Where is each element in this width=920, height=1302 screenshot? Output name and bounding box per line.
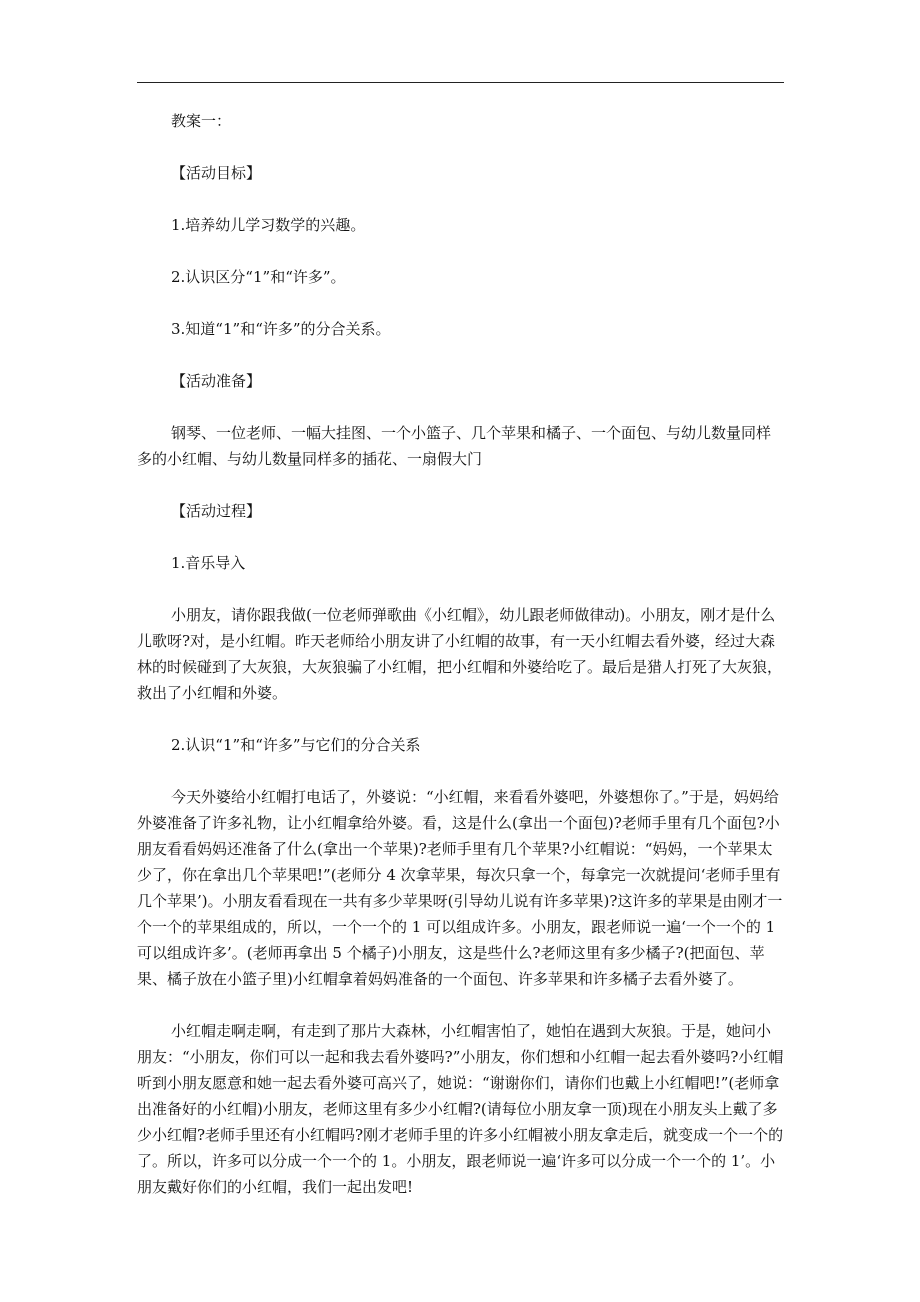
process-step-2-heading: 2.认识“1”和“许多”与它们的分合关系 [171, 736, 421, 754]
document-body [137, 108, 784, 1200]
section-heading-process: 【活动过程】 [171, 502, 262, 520]
header-rule [137, 82, 784, 83]
process-step-2-paragraph-2: 小红帽走啊走啊，有走到了那片大森林，小红帽害怕了，她怕在遇到大灰狼。于是，她问小朋友：“小朋友，你们可以一起和我去看外婆吗?”小朋友，你们想和小红帽一起去看外婆吗?小红帽听到小朋友愿意和她一起去看外婆可高兴了，她说：“谢谢你们，请你们也戴上小红帽吧!”(老师拿出准备好的小红帽)小朋友，老师这里有多少小红帽?(请每位小朋友拿一顶)现在小朋友头上戴了多少小红帽?老师手里还有小红帽吗?刚才老师手里的许多小红帽被小朋友拿走后，就变成一个一个的了。所以，许多可以分成一个一个的 1。小朋友，跟老师说一遍‘许多可以分成一个一个的 1’。小朋友戴好你们的小红帽，我们一起出发吧! [137, 1022, 784, 1196]
section-heading-goals: 【活动目标】 [171, 164, 262, 182]
preparation-paragraph: 钢琴、一位老师、一幅大挂图、一个小篮子、几个苹果和橘子、一个面包、与幼儿数量同样多的小红帽、与幼儿数量同样多的插花、一扇假大门 [137, 424, 772, 468]
goal-item-3: 3.知道“1”和“许多”的分合关系。 [171, 320, 391, 338]
lesson-title: 教案一： [171, 112, 232, 130]
goal-item-1: 1.培养幼儿学习数学的兴趣。 [171, 216, 366, 234]
section-heading-preparation: 【活动准备】 [171, 372, 262, 390]
goal-item-2: 2.认识区分“1”和“许多”。 [171, 268, 346, 286]
process-step-2-paragraph-1: 今天外婆给小红帽打电话了，外婆说：“小红帽，来看看外婆吧，外婆想你了。”于是，妈妈给外婆准备了许多礼物，让小红帽拿给外婆。看，这是什么(拿出一个面包)?老师手里有几个面包?小朋友看看妈妈还准备了什么(拿出一个苹果)?老师手里有几个苹果?小红帽说：“妈妈，一个苹果太少了，你在拿出几个苹果吧!”(老师分 4 次拿苹果，每次只拿一个，每拿完一次就提问‘老师手里有几个苹果’)。小朋友看看现在一共有多少苹果呀(引导幼儿说有许多苹果)?这许多的苹果是由刚才一个一个的苹果组成的，所以，一个一个的 1 可以组成许多。小朋友，跟老师说一遍‘一个一个的 1 可以组成许多’。(老师再拿出 5 个橘子)小朋友，这是些什么?老师这里有多少橘子?(把面包、苹果、橘子放在小篮子里)小红帽拿着妈妈准备的一个面包、许多苹果和许多橘子去看外婆了。 [137, 788, 783, 988]
process-step-1-paragraph: 小朋友，请你跟我做(一位老师弹歌曲《小红帽》，幼儿跟老师做律动)。小朋友，刚才是什么儿歌呀?对，是小红帽。昨天老师给小朋友讲了小红帽的故事，有一天小红帽去看外婆，经过大森林的时候碰到了大灰狼，大灰狼骗了小红帽，把小红帽和外婆给吃了。最后是猎人打死了大灰狼，救出了小红帽和外婆。 [137, 606, 783, 702]
process-step-1-heading: 1.音乐导入 [171, 554, 246, 572]
